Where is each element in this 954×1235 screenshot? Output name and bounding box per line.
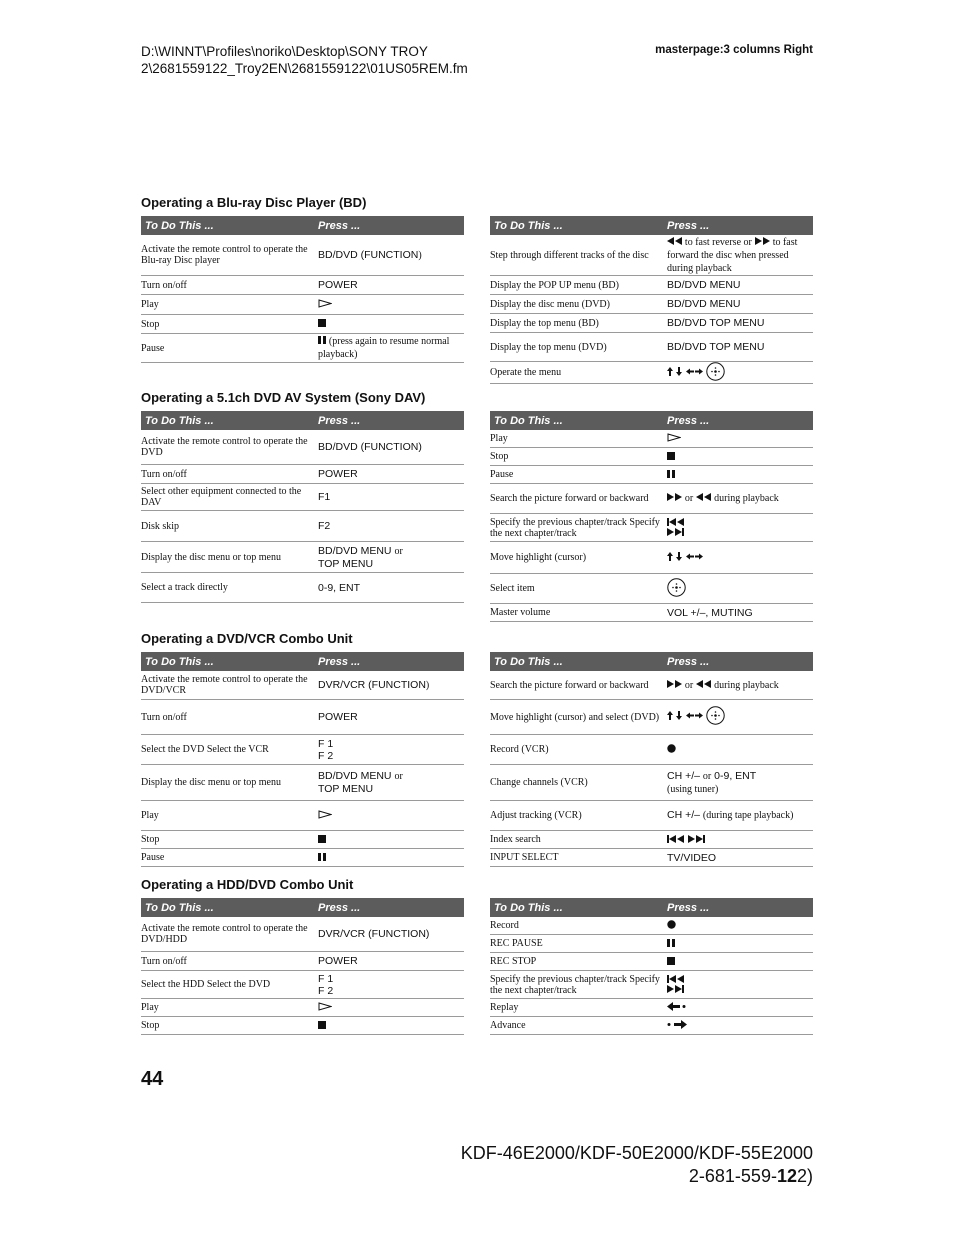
table-row (490, 765, 813, 801)
press-key: VOL +/–, MUTING (667, 606, 753, 619)
table-row (490, 235, 813, 276)
section-3 (141, 878, 813, 1035)
table-header (490, 898, 813, 917)
command-table-left (141, 898, 464, 1035)
prev-next-icon (667, 975, 685, 995)
row-action: Pause (141, 342, 165, 354)
row-press (667, 770, 813, 796)
press-key: BD/DVD MENU (667, 279, 741, 291)
header-press: Press ... (667, 414, 710, 427)
arrows-icon (667, 367, 703, 379)
header-press: Press ... (667, 219, 710, 232)
pause-icon (667, 469, 675, 481)
section-title: Operating a Blu-ray Disc Player (BD) (141, 195, 367, 210)
fastforward-icon (667, 492, 682, 504)
stop-icon (318, 318, 326, 330)
row-action: Display the disc menu or top menu (141, 551, 281, 563)
row-press (318, 520, 464, 532)
row-action: Index search (490, 834, 541, 845)
previous-track-icon (667, 518, 685, 528)
table-row (141, 465, 464, 484)
press-key: TV/VIDEO (667, 851, 717, 864)
row-action: REC PAUSE (490, 938, 543, 949)
row-action: Disk skip (141, 520, 180, 532)
row-press (318, 738, 464, 762)
row-press (667, 852, 813, 864)
table-row (141, 430, 464, 465)
row-action: Display the POP UP menu (BD) (490, 279, 619, 291)
table-row (141, 801, 464, 831)
row-press (667, 1019, 813, 1031)
table-row (490, 574, 813, 604)
table-row (490, 735, 813, 765)
press-key-2: F 2 (318, 984, 334, 997)
play-icon (318, 299, 332, 311)
press-or: or (702, 770, 712, 782)
row-action: Search the picture forward or backward (490, 679, 649, 691)
row-press (318, 770, 464, 795)
row-press (667, 279, 813, 291)
row-action: Activate the remote control to operate the DVD (141, 436, 308, 458)
fastforward-icon (667, 679, 682, 691)
press-key: POWER (318, 279, 358, 291)
row-action: Play (490, 433, 508, 444)
play-icon (667, 433, 681, 445)
row-action: Display the top menu (BD) (490, 317, 599, 329)
row-action: Record (490, 920, 519, 931)
table-header (141, 216, 464, 235)
footer-code-line (461, 1165, 813, 1188)
previous-track-icon (667, 975, 685, 985)
press-note: or (684, 679, 694, 691)
table-row (490, 935, 813, 953)
row-press (667, 518, 813, 538)
table-header (141, 898, 464, 917)
file-path-line1: D:\WINNT\Profiles\noriko\Desktop\SONY TROY (141, 44, 428, 59)
press-key-alt: 0-9, ENT (714, 769, 757, 782)
table-row (141, 295, 464, 315)
header-todo: To Do This ... (494, 219, 563, 232)
rewind-icon (667, 236, 682, 248)
press-note: or (684, 493, 694, 504)
row-press (667, 607, 813, 619)
row-action: Stop (141, 1020, 160, 1031)
row-press (318, 955, 464, 967)
header-todo: To Do This ... (145, 655, 214, 668)
table-row (490, 1017, 813, 1035)
row-press (667, 833, 813, 845)
table-row (141, 971, 464, 999)
footer-model-line: KDF-46E2000/KDF-50E2000/KDF-55E2000 (460, 1143, 813, 1163)
press-key-2: TOP MENU (318, 783, 374, 795)
row-press (667, 706, 813, 728)
table-row (490, 314, 813, 333)
replay-icon (667, 1002, 687, 1014)
table-row (490, 849, 813, 867)
row-action: Stop (141, 318, 160, 330)
press-key: BD/DVD MENU (318, 544, 392, 557)
row-action: Move highlight (cursor) (490, 552, 587, 563)
header-press: Press ... (318, 655, 361, 668)
header-todo: To Do This ... (145, 219, 214, 232)
row-press (667, 450, 813, 462)
press-note-2: to fast forward the disc when pressed during playback (667, 236, 798, 274)
row-press (318, 335, 464, 361)
row-action: Select a track directly (141, 582, 228, 593)
file-path (141, 43, 468, 77)
row-action: Select item (490, 583, 535, 594)
header-todo: To Do This ... (145, 901, 214, 914)
command-table-right (490, 898, 813, 1035)
next-track-icon (667, 985, 685, 995)
press-key: BD/DVD (FUNCTION) (318, 441, 422, 453)
row-action: Select other equipment connected to the DAV (141, 486, 302, 508)
press-key: CH +/– (667, 809, 700, 821)
row-press (667, 679, 813, 692)
row-press (667, 1001, 813, 1013)
page-number: 44 (141, 1068, 164, 1090)
row-action: Activate the remote control to operate the Blu-ray Disc player (141, 244, 308, 266)
table-row (141, 276, 464, 295)
press-key-2: TOP MENU (318, 557, 374, 570)
file-path-line2: 2\2681559122_Troy2EN\2681559122\01US05REM.fm (141, 61, 468, 76)
play-icon (318, 1002, 332, 1014)
advance-icon (667, 1020, 687, 1032)
table-row (490, 917, 813, 935)
row-action: Display the top menu (DVD) (490, 341, 607, 353)
fastforward-icon (755, 236, 770, 248)
row-action: Step through different tracks of the disc (490, 249, 649, 261)
row-press (318, 318, 464, 330)
footer-code-bold: 12 (776, 1166, 797, 1186)
press-key: 0-9, ENT (318, 581, 361, 594)
header-press: Press ... (318, 901, 361, 914)
section-0 (141, 196, 813, 384)
row-press (318, 711, 464, 723)
table-row (490, 484, 813, 514)
table-row (141, 999, 464, 1017)
header-press: Press ... (667, 901, 710, 914)
header-press: Press ... (318, 414, 361, 427)
command-table-right (490, 411, 813, 622)
row-action: Turn on/off (141, 711, 187, 723)
row-press (318, 973, 464, 997)
press-key: BD/DVD MENU (667, 298, 741, 310)
row-action: Move highlight (cursor) and select (DVD) (490, 711, 660, 723)
table-row (490, 542, 813, 574)
stop-icon (318, 834, 326, 846)
table-row (490, 700, 813, 735)
stop-icon (667, 451, 675, 463)
row-press (318, 928, 464, 940)
press-note: (during tape playback) (702, 810, 794, 821)
footer-code-suffix: 2) (796, 1166, 813, 1186)
row-press (318, 679, 464, 692)
table-row (141, 917, 464, 952)
table-header (141, 652, 464, 671)
table-row (141, 1017, 464, 1035)
row-action: Play (141, 299, 159, 310)
row-action: Activate the remote control to operate the DVD/HDD (141, 923, 308, 945)
table-row (490, 430, 813, 448)
press-suffix: ) (425, 679, 430, 691)
header-todo: To Do This ... (494, 655, 563, 668)
row-press (667, 298, 813, 310)
press-note-2: (using tuner) (667, 783, 719, 795)
row-action: Specify the previous chapter/track Specify the next chapter/track (490, 516, 660, 539)
arrows-icon (667, 552, 703, 564)
masterpage-label: masterpage:3 columns Right (655, 44, 813, 56)
row-action: Search the picture forward or backward (490, 493, 649, 504)
press-note-2: during playback (714, 679, 779, 691)
press-key: POWER (318, 711, 358, 723)
table-row (490, 276, 813, 295)
row-action: Advance (490, 1020, 526, 1031)
table-row (490, 671, 813, 700)
table-row (141, 735, 464, 765)
row-action: Select the HDD Select the DVD (141, 979, 271, 990)
section-title: Operating a DVD/VCR Combo Unit (141, 631, 353, 646)
row-press (667, 743, 813, 755)
row-press (318, 809, 464, 821)
next-track-icon (688, 834, 706, 846)
table-row (490, 466, 813, 484)
record-icon (667, 920, 676, 932)
press-key: F1 (318, 491, 331, 503)
row-action: Display the disc menu or top menu (141, 777, 281, 788)
row-press (318, 249, 464, 262)
row-action: Master volume (490, 607, 551, 618)
row-action: Replay (490, 1002, 519, 1013)
press-key: CH +/– (667, 769, 700, 782)
table-row (141, 573, 464, 603)
row-press (667, 937, 813, 949)
record-icon (667, 744, 676, 756)
header-press: Press ... (318, 219, 361, 232)
enter-icon (706, 706, 725, 728)
row-action: REC STOP (490, 956, 537, 967)
header-todo: To Do This ... (145, 414, 214, 427)
press-key: F 1 (318, 737, 334, 750)
enter-icon (706, 362, 725, 384)
command-table-right (490, 216, 813, 384)
row-action: Change channels (VCR) (490, 777, 588, 788)
row-press (667, 432, 813, 444)
row-action: Adjust tracking (VCR) (490, 810, 582, 821)
table-row (141, 511, 464, 542)
table-row (490, 362, 813, 384)
rewind-icon (696, 679, 711, 691)
press-key: BD/DVD TOP MENU (667, 341, 765, 353)
row-press (667, 362, 813, 384)
previous-track-icon (667, 834, 685, 846)
table-row (490, 333, 813, 362)
row-action: Pause (141, 852, 165, 863)
row-action: Stop (141, 834, 160, 845)
row-action: Select the DVD Select the VCR (141, 744, 269, 755)
row-press (318, 1001, 464, 1013)
press-key: DVR/VCR (FUNCTION (318, 678, 426, 691)
table-row (141, 334, 464, 363)
press-key: BD/DVD TOP MENU (667, 317, 765, 329)
row-press (667, 975, 813, 995)
table-row (490, 295, 813, 314)
table-row (141, 484, 464, 511)
row-press (318, 851, 464, 863)
row-press (318, 545, 464, 570)
row-press (318, 441, 464, 453)
row-press (667, 578, 813, 600)
stop-icon (667, 956, 675, 968)
row-action: Pause (490, 469, 514, 480)
arrows-icon (667, 711, 703, 723)
row-action: Specify the previous chapter/track Specify the next chapter/track (490, 973, 660, 996)
table-row (141, 849, 464, 867)
row-action: Activate the remote control to operate the DVD/VCR (141, 674, 308, 696)
table-header (490, 216, 813, 235)
row-press (667, 955, 813, 967)
table-row (490, 604, 813, 622)
table-header (490, 652, 813, 671)
row-press (318, 279, 464, 291)
row-press (318, 582, 464, 594)
header-todo: To Do This ... (494, 414, 563, 427)
row-action: Display the disc menu (DVD) (490, 298, 610, 310)
table-row (141, 542, 464, 573)
press-note: to fast reverse or (684, 236, 752, 248)
next-track-icon (667, 528, 685, 538)
stop-icon (318, 1020, 326, 1032)
press-suffix: ) (418, 249, 422, 261)
table-row (141, 235, 464, 276)
section-1 (141, 391, 813, 622)
press-key: F2 (318, 520, 331, 532)
row-action: Record (VCR) (490, 744, 549, 755)
table-row (141, 831, 464, 849)
rewind-icon (696, 492, 711, 504)
row-action: Turn on/off (141, 955, 187, 967)
table-row (141, 765, 464, 801)
header-press: Press ... (667, 655, 710, 668)
row-press (667, 317, 813, 329)
table-row (490, 831, 813, 849)
row-action: Stop (490, 451, 509, 462)
row-press (318, 468, 464, 480)
header-todo: To Do This ... (494, 901, 563, 914)
table-header (141, 411, 464, 430)
row-action: Play (141, 810, 159, 821)
row-press (667, 919, 813, 931)
play-icon (318, 810, 332, 822)
press-key: POWER (318, 955, 358, 967)
pause-icon (318, 852, 326, 864)
row-press (318, 1019, 464, 1031)
pause-icon (318, 335, 326, 347)
enter-icon (667, 578, 686, 600)
section-title: Operating a 5.1ch DVD AV System (Sony DAV) (141, 390, 426, 405)
command-table-left (141, 652, 464, 867)
row-press (318, 833, 464, 845)
command-table-left (141, 411, 464, 622)
row-action: INPUT SELECT (490, 852, 559, 863)
row-press (667, 492, 813, 505)
press-note: (press again to resume normal playback) (318, 336, 450, 360)
row-action: Turn on/off (141, 279, 187, 291)
press-key: F 1 (318, 972, 334, 985)
row-press (667, 468, 813, 480)
prev-next-icon (667, 518, 685, 538)
command-table-left (141, 216, 464, 384)
table-row (141, 952, 464, 971)
table-row (490, 971, 813, 999)
press-or: or (394, 771, 403, 782)
press-key: BD/DVD MENU (318, 770, 392, 782)
section-title: Operating a HDD/DVD Combo Unit (141, 877, 354, 892)
table-row (490, 514, 813, 542)
table-row (141, 671, 464, 700)
pause-icon (667, 938, 675, 950)
press-note-2: during playback (714, 493, 779, 504)
footer-model-info (461, 1142, 813, 1188)
row-action: Play (141, 1002, 159, 1013)
table-row (141, 700, 464, 735)
table-row (490, 953, 813, 971)
row-action: Operate the menu (490, 367, 562, 378)
row-press (667, 341, 813, 353)
row-press (318, 298, 464, 310)
row-press (318, 491, 464, 503)
command-table-right (490, 652, 813, 867)
press-key: POWER (318, 468, 358, 480)
table-row (490, 448, 813, 466)
row-action: Turn on/off (141, 468, 187, 480)
section-2 (141, 632, 813, 867)
table-row (490, 999, 813, 1017)
press-or: or (394, 545, 403, 557)
row-press (667, 809, 813, 822)
row-press (667, 236, 813, 275)
table-row (141, 315, 464, 334)
press-key: DVR/VCR (FUNCTION) (318, 928, 430, 940)
footer-code-prefix: 2-681-559- (688, 1166, 777, 1186)
table-header (490, 411, 813, 430)
press-key: BD/DVD (FUNCTION (318, 248, 419, 261)
press-key-2: F 2 (318, 749, 334, 762)
table-row (490, 801, 813, 831)
row-press (667, 551, 813, 563)
